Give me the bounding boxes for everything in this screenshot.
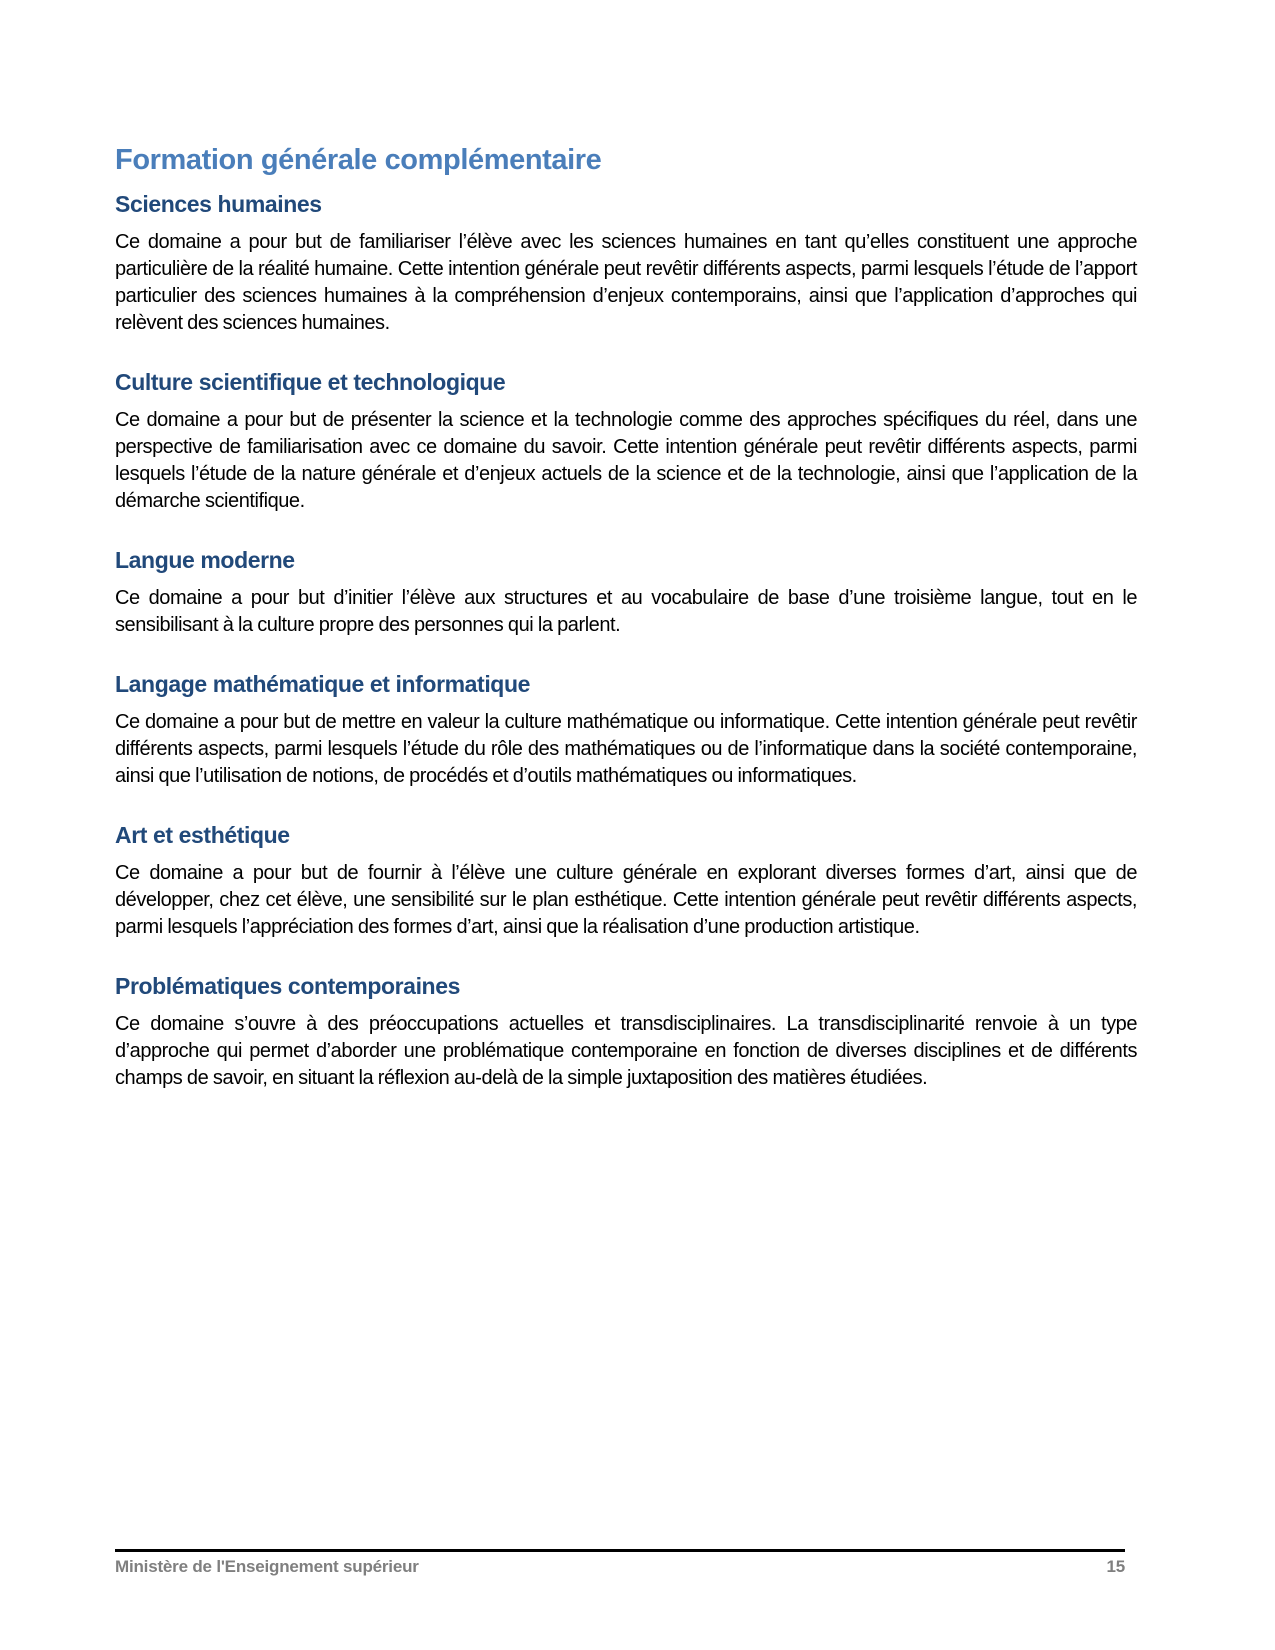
section-art-esthetique xyxy=(115,821,1137,941)
section-body-culture-scientifique: Ce domaine a pour but de présenter la science et la technologie comme des approches spécifiques du réel, dans une perspective de familiarisation avec ce domaine du savoir. Cette intention générale peut revêtir différents aspects, parmi lesquels l’étude de la nature générale et d’enjeux actuels de la science et de la technologie, ainsi que l’application de la démarche scientifique. xyxy=(115,409,1137,512)
section-heading-problematiques-contemporaines: Problématiques contemporaines xyxy=(115,973,460,999)
page-footer xyxy=(115,1549,1125,1577)
section-heading-art-esthetique: Art et esthétique xyxy=(115,822,290,848)
section-body-sciences-humaines: Ce domaine a pour but de familiariser l’élève avec les sciences humaines en tant qu’elles constituent une approche particulière de la réalité humaine. Cette intention générale peut revêtir différents aspects, parmi lesquels l’étude de l’apport particulier des sciences humaines à la compréhension d’enjeux contemporains, ainsi que l’application d’approches qui relèvent des sciences humaines. xyxy=(115,231,1137,334)
section-body-art-esthetique: Ce domaine a pour but de fournir à l’élève une culture générale en explorant diverses formes d’art, ainsi que de développer, chez cet élève, une sensibilité sur le plan esthétique. Cette intention générale peut revêtir différents aspects, parmi lesquels l’appréciation des formes d’art, ainsi que la réalisation d’une production artistique. xyxy=(115,862,1137,938)
section-langue-moderne xyxy=(115,546,1137,639)
section-body-langue-moderne: Ce domaine a pour but d’initier l’élève aux structures et au vocabulaire de base d’une troisième langue, tout en le sensibilisant à la culture propre des personnes qui la parlent. xyxy=(115,587,1137,636)
page-content xyxy=(115,143,1137,1092)
section-sciences-humaines xyxy=(115,190,1137,337)
page-title: Formation générale complémentaire xyxy=(115,144,602,176)
section-body-langage-mathematique: Ce domaine a pour but de mettre en valeur la culture mathématique ou informatique. Cette intention générale peut revêtir différents aspects, parmi lesquels l’étude du rôle des mathématiques ou de l’informatique dans la société contemporaine, ainsi que l’utilisation de notions, de procédés et d’outils mathématiques ou informatiques. xyxy=(115,711,1137,787)
section-culture-scientifique xyxy=(115,368,1137,515)
section-heading-sciences-humaines: Sciences humaines xyxy=(115,191,322,217)
footer-ministry-label: Ministère de l'Enseignement supérieur xyxy=(115,1557,419,1576)
section-heading-langue-moderne: Langue moderne xyxy=(115,547,295,573)
section-heading-culture-scientifique: Culture scientifique et technologique xyxy=(115,369,506,395)
footer-page-number: 15 xyxy=(1106,1557,1125,1576)
section-heading-langage-mathematique: Langage mathématique et informatique xyxy=(115,671,530,697)
section-problematiques-contemporaines xyxy=(115,972,1137,1092)
section-langage-mathematique xyxy=(115,670,1137,790)
section-body-problematiques-contemporaines: Ce domaine s’ouvre à des préoccupations actuelles et transdisciplinaires. La transdisciplinarité renvoie à un type d’approche qui permet d’aborder une problématique contemporaine en fonction de diverses disciplines et de différents champs de savoir, en situant la réflexion au-delà de la simple juxtaposition des matières étudiées. xyxy=(115,1013,1137,1089)
